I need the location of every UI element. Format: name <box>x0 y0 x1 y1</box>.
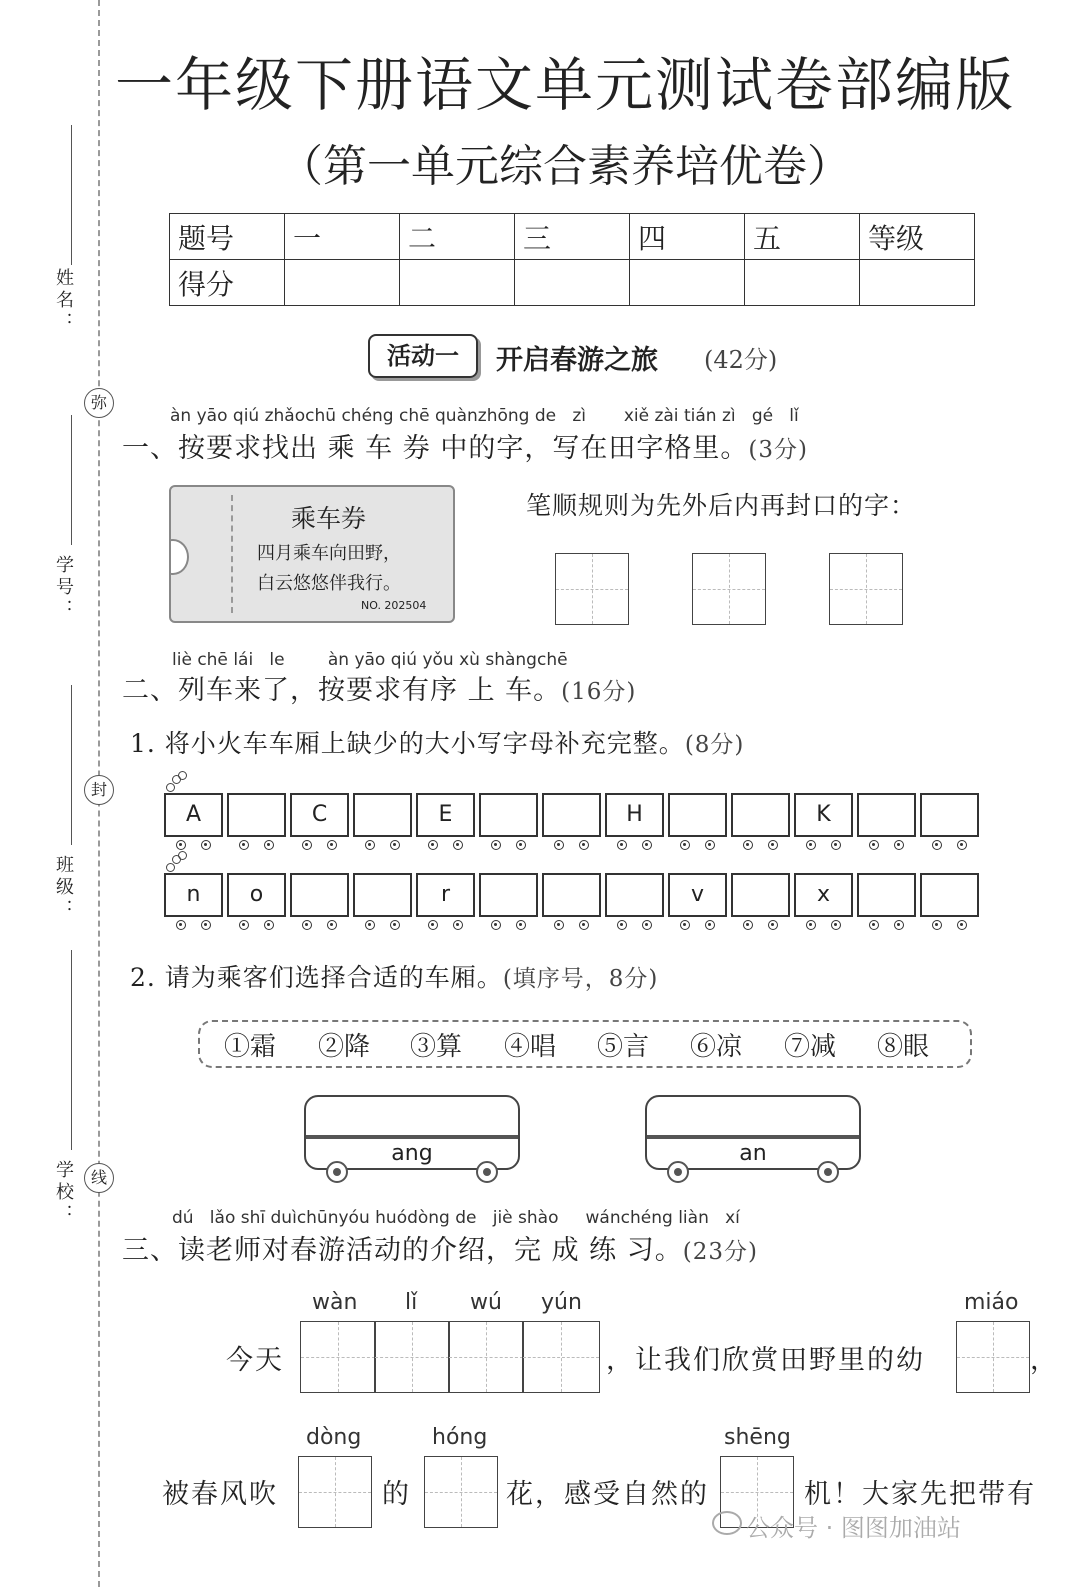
train-car[interactable]: x <box>794 873 853 917</box>
q2-sub2 <box>130 958 658 994</box>
train-wheel <box>302 920 312 930</box>
ticket-number: NO. 202504 <box>361 599 427 612</box>
activity-points: (42分) <box>704 346 778 374</box>
option-item: ⑦减 <box>784 1032 837 1062</box>
passage-pinyin: shēng <box>724 1425 791 1450</box>
score-header-cell: 一 <box>285 214 400 260</box>
q3-text: 三、读老师对春游活动的介绍，完 成 练 习。 <box>122 1235 683 1266</box>
train-car[interactable] <box>479 873 538 917</box>
score-cell[interactable] <box>515 260 630 306</box>
py: zì <box>721 406 736 426</box>
passage-text: 的 <box>382 1479 411 1510</box>
q2-sub2-text: 2. 请为乘客们选择合适的车厢。 <box>130 963 503 992</box>
py: qiú <box>390 650 418 670</box>
score-cell[interactable] <box>285 260 400 306</box>
bus-label: ang <box>391 1141 433 1166</box>
q2-text: 二、列车来了，按要求有序 上 车。 <box>122 675 562 706</box>
train-car[interactable]: K <box>794 793 853 837</box>
train-wheel <box>617 840 627 850</box>
options-box <box>198 1020 972 1068</box>
py: huó <box>375 1208 408 1228</box>
train-smoke <box>178 851 187 860</box>
train-wheel <box>894 840 904 850</box>
train-wheel <box>302 840 312 850</box>
train-car[interactable] <box>920 873 979 917</box>
q2-points: (16分) <box>561 679 637 705</box>
train-wheel <box>831 920 841 930</box>
train-car[interactable]: E <box>416 793 475 837</box>
train-wheel <box>516 920 526 930</box>
train-smoke <box>178 771 187 780</box>
train-wheel <box>390 840 400 850</box>
py: de <box>534 406 557 426</box>
py: shào <box>518 1208 559 1228</box>
name-write-line[interactable] <box>71 125 72 265</box>
py: jiè <box>492 1208 513 1228</box>
score-header-cell: 四 <box>630 214 745 260</box>
passage-text: 被春风吹 <box>162 1479 278 1510</box>
train-wheel <box>554 840 564 850</box>
train-car[interactable] <box>542 793 601 837</box>
py: zài <box>654 406 679 426</box>
train-wheel <box>176 840 186 850</box>
py: xiě <box>623 406 650 426</box>
train-car[interactable]: v <box>668 873 727 917</box>
train-car[interactable] <box>353 873 412 917</box>
py: wán <box>585 1208 621 1228</box>
train-wheel <box>554 920 564 930</box>
py: lái <box>233 650 254 670</box>
tianzige-answer-box[interactable] <box>956 1321 1030 1393</box>
q2-sub2-points: (填序号，8分) <box>502 966 659 992</box>
train-wheel <box>264 840 274 850</box>
train-wheel <box>932 840 942 850</box>
train-wheel <box>768 840 778 850</box>
ticket-line-2: 白云悠悠伴我行。 <box>257 573 401 594</box>
option-item: ①霜 <box>224 1032 277 1062</box>
score-table <box>169 213 975 306</box>
train-wheel <box>579 920 589 930</box>
passage-pinyin: miáo <box>964 1290 1019 1315</box>
tianzige-answer-box[interactable] <box>555 553 629 625</box>
py: shī <box>240 1208 266 1228</box>
q1-instruction: 笔顺规则为先外后内再封口的字： <box>526 491 917 520</box>
score-cell[interactable] <box>860 260 975 306</box>
train-wheel <box>743 840 753 850</box>
q1-points: (3分) <box>748 437 808 463</box>
py: àn <box>327 650 350 670</box>
train-car[interactable] <box>731 793 790 837</box>
train-car[interactable]: A <box>164 793 223 837</box>
py: liè <box>172 650 192 670</box>
q3-pinyin <box>172 1208 740 1228</box>
py: chéng <box>341 406 394 426</box>
py: àn <box>170 406 192 426</box>
option-item: ③算 <box>410 1032 463 1062</box>
activity-tag: 活动一 <box>368 334 478 378</box>
passage-text: ， <box>1030 1345 1059 1376</box>
train-wheel <box>806 920 816 930</box>
option-item: ②降 <box>318 1032 371 1062</box>
bus-window-line <box>306 1135 518 1139</box>
class-write-line[interactable] <box>71 685 72 845</box>
bus-wheel <box>326 1161 348 1183</box>
train-car[interactable] <box>479 793 538 837</box>
train-car[interactable] <box>857 793 916 837</box>
py: quàn <box>435 406 478 426</box>
option-item: ④唱 <box>504 1032 557 1062</box>
score-table-header-row <box>170 214 975 260</box>
option-item: ⑧眼 <box>877 1032 930 1062</box>
py: lǎo <box>209 1208 236 1228</box>
train-car[interactable] <box>227 793 286 837</box>
tianzige-answer-box[interactable] <box>522 1321 600 1393</box>
py: chéng <box>620 1208 673 1228</box>
score-header-cell: 题号 <box>170 214 285 260</box>
tianzige-answer-box[interactable] <box>298 1456 372 1528</box>
train-wheel <box>327 920 337 930</box>
train-car[interactable] <box>353 793 412 837</box>
train-wheel <box>957 920 967 930</box>
ticket-line-1: 四月乘车向田野， <box>257 543 401 564</box>
q2-sub1-points: (8分) <box>684 732 745 758</box>
page-title: 一年级下册语文单元测试卷部编版 <box>114 51 1015 119</box>
score-row-label: 得分 <box>170 260 285 306</box>
q3-heading <box>122 1228 758 1267</box>
passage-text: 机！大家先把带有 <box>804 1479 1036 1510</box>
py: shàng <box>485 650 537 670</box>
train-wheel <box>428 920 438 930</box>
train-car[interactable]: n <box>164 873 223 917</box>
train-wheel <box>201 920 211 930</box>
seal-xian: 线 <box>84 1163 114 1193</box>
q2-pinyin <box>172 650 568 670</box>
train-wheel <box>239 840 249 850</box>
train-car[interactable]: C <box>290 793 349 837</box>
train-wheel <box>239 920 249 930</box>
q1-text: 一、按要求找出 乘 车 券 中的字，写在田字格里。 <box>122 433 749 464</box>
py: yǒu <box>422 650 454 670</box>
train-smoke <box>166 863 175 872</box>
score-table-score-row <box>170 260 975 306</box>
py: gé <box>751 406 774 426</box>
train-wheel <box>642 920 652 930</box>
option-item: ⑤言 <box>597 1032 650 1062</box>
train-wheel <box>894 920 904 930</box>
bus-window-line <box>647 1135 859 1139</box>
tianzige-answer-box[interactable] <box>692 553 766 625</box>
tianzige-answer-box[interactable] <box>448 1321 524 1393</box>
train-wheel <box>491 920 501 930</box>
train-car[interactable] <box>731 873 790 917</box>
train-wheel <box>680 840 690 850</box>
q2-sub1 <box>130 724 744 760</box>
train-wheel <box>617 920 627 930</box>
train-wheel <box>831 840 841 850</box>
train-wheel <box>806 840 816 850</box>
ticket-title: 乘车券 <box>291 504 367 533</box>
py: de <box>455 1208 477 1228</box>
py: liàn <box>678 1208 709 1228</box>
passage-pinyin: wú <box>470 1290 502 1315</box>
class-label: 班级： <box>53 855 74 921</box>
bus-wheel <box>476 1161 498 1183</box>
train-car[interactable]: o <box>227 873 286 917</box>
train-wheel <box>390 920 400 930</box>
tianzige-answer-box[interactable] <box>424 1456 498 1528</box>
school-write-line[interactable] <box>71 950 72 1150</box>
tianzige-answer-box[interactable] <box>829 553 903 625</box>
train-car[interactable]: r <box>416 873 475 917</box>
train-wheel <box>957 840 967 850</box>
bus-an[interactable] <box>645 1095 861 1170</box>
train-wheel <box>365 920 375 930</box>
option-item: ⑥凉 <box>690 1032 743 1062</box>
train-car[interactable] <box>542 873 601 917</box>
train-wheel <box>932 920 942 930</box>
q2-sub1-text: 1. 将小火车车厢上缺少的大小写字母补充完整。 <box>130 729 685 758</box>
train-wheel <box>365 840 375 850</box>
passage-pinyin: wàn <box>312 1290 358 1315</box>
py: dú <box>172 1208 194 1228</box>
train-wheel <box>869 920 879 930</box>
py: yāo <box>354 650 386 670</box>
id-label: 学号： <box>53 555 74 621</box>
train-wheel <box>705 920 715 930</box>
passage-text: ，让我们欣赏田野里的幼 <box>606 1345 925 1376</box>
passage-pinyin: yún <box>541 1290 582 1315</box>
train-wheel <box>705 840 715 850</box>
tianzige-answer-box[interactable] <box>300 1321 376 1393</box>
train-wheel <box>428 840 438 850</box>
passage-pinyin: dòng <box>306 1425 362 1450</box>
py: qiú <box>232 406 260 426</box>
passage-pinyin: lǐ <box>405 1290 418 1315</box>
passage-text: 花，感受自然的 <box>506 1479 709 1510</box>
py: lǐ <box>789 406 799 426</box>
train-car[interactable] <box>668 793 727 837</box>
seal-feng: 封 <box>84 775 114 805</box>
py: chū <box>305 406 337 426</box>
py: le <box>269 650 285 670</box>
watermark: 公众号 · 图图加油站 <box>746 1514 961 1542</box>
bus-wheel <box>817 1161 839 1183</box>
train-car[interactable] <box>290 873 349 917</box>
score-cell[interactable] <box>400 260 515 306</box>
py: zhǎo <box>264 406 306 426</box>
py: zì <box>572 406 586 426</box>
py: tián <box>683 406 717 426</box>
q2-heading <box>122 668 636 707</box>
passage-text: 今天 <box>226 1345 284 1376</box>
tianzige-answer-box[interactable] <box>374 1321 450 1393</box>
py: xù <box>459 650 480 670</box>
bus-ticket-image <box>169 485 455 623</box>
train-wheel <box>743 920 753 930</box>
score-header-cell: 三 <box>515 214 630 260</box>
py: chē <box>536 650 568 670</box>
train-wheel <box>869 840 879 850</box>
train-smoke <box>166 783 175 792</box>
py: dòng <box>407 1208 450 1228</box>
q1-pinyin <box>170 406 799 426</box>
train-wheel <box>453 920 463 930</box>
seal-mi: 弥 <box>84 388 114 418</box>
train-car[interactable] <box>920 793 979 837</box>
q3-points: (23分) <box>682 1239 758 1265</box>
py: yóu <box>338 1208 370 1228</box>
activity-title: 开启春游之旅 <box>496 345 658 376</box>
score-header-cell: 等级 <box>860 214 975 260</box>
py: chūn <box>296 1208 339 1228</box>
bus-ang[interactable] <box>304 1095 520 1170</box>
train-wheel <box>491 840 501 850</box>
page-subtitle: （第一单元综合素养培优卷） <box>279 141 851 192</box>
ticket-perforation <box>231 495 233 613</box>
train-wheel <box>642 840 652 850</box>
bus-wheel <box>667 1161 689 1183</box>
train-car[interactable] <box>857 873 916 917</box>
score-cell[interactable] <box>630 260 745 306</box>
train-wheel <box>680 920 690 930</box>
wechat-icon <box>712 1511 742 1535</box>
score-cell[interactable] <box>745 260 860 306</box>
train-wheel <box>579 840 589 850</box>
py: zhōng <box>477 406 530 426</box>
train-wheel <box>201 840 211 850</box>
ticket-notch <box>169 539 189 575</box>
train-car[interactable]: H <box>605 793 664 837</box>
py: xí <box>725 1208 740 1228</box>
py: chē <box>197 650 228 670</box>
school-label: 学校： <box>53 1160 74 1226</box>
passage-pinyin: hóng <box>432 1425 488 1450</box>
score-header-cell: 五 <box>745 214 860 260</box>
py: yāo <box>196 406 228 426</box>
train-wheel <box>516 840 526 850</box>
py: duì <box>270 1208 297 1228</box>
bus-label: an <box>739 1141 767 1166</box>
train-wheel <box>176 920 186 930</box>
train-wheel <box>768 920 778 930</box>
train-wheel <box>453 840 463 850</box>
score-header-cell: 二 <box>400 214 515 260</box>
train-wheel <box>327 840 337 850</box>
q1-heading <box>122 426 808 465</box>
train-car[interactable] <box>605 873 664 917</box>
train-wheel <box>264 920 274 930</box>
id-write-line[interactable] <box>71 415 72 545</box>
name-label: 姓名： <box>53 268 74 334</box>
py: chē <box>399 406 430 426</box>
